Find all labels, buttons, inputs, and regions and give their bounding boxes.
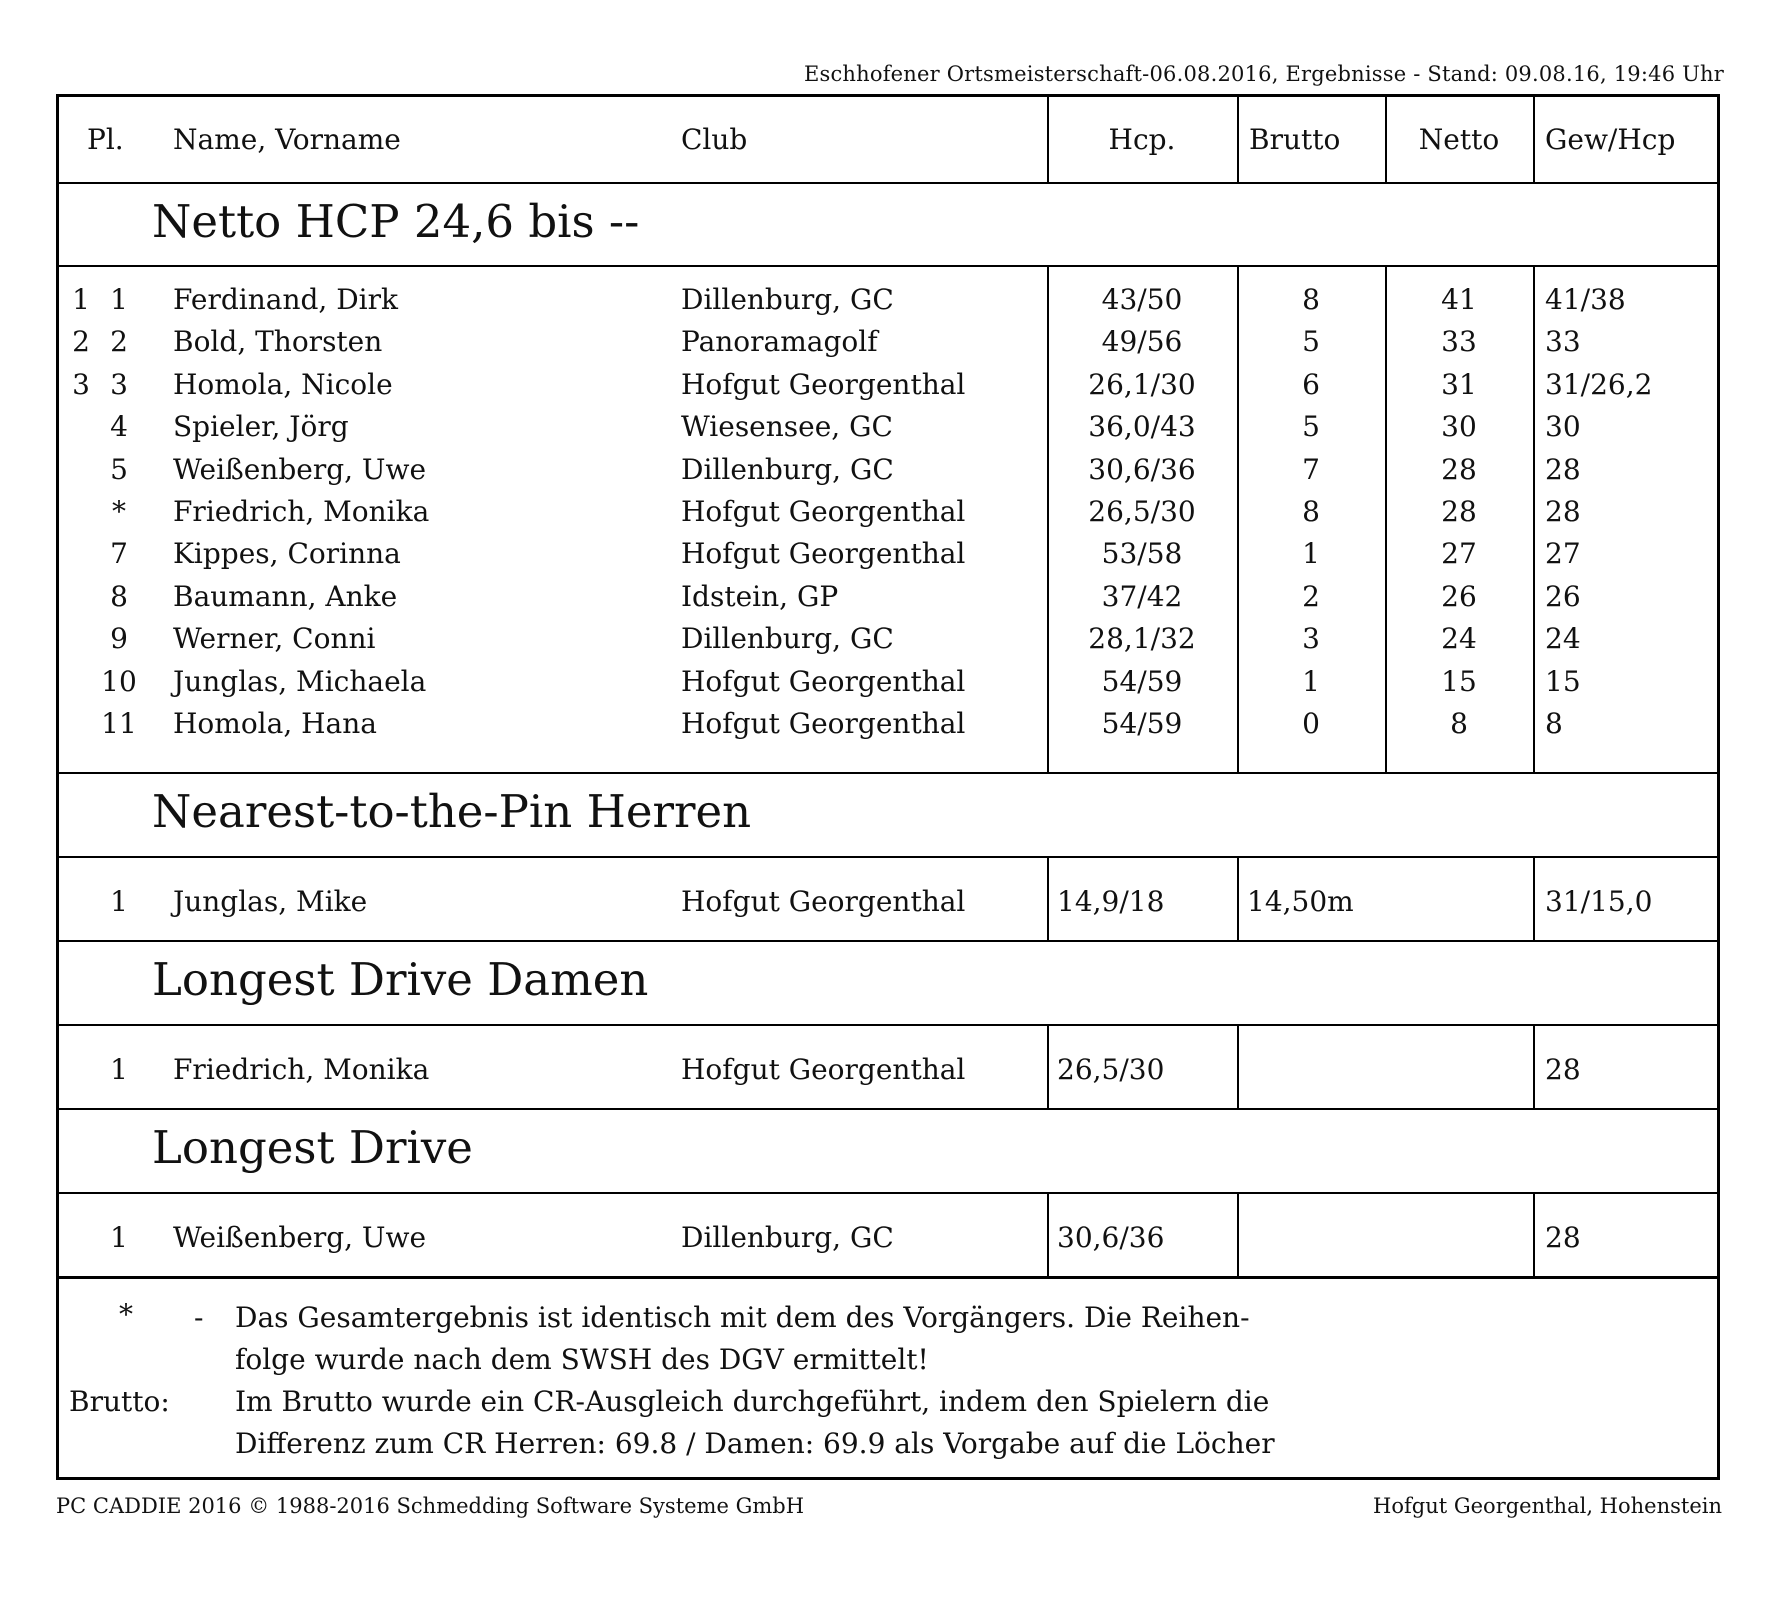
cell-name: Friedrich, Monika bbox=[173, 495, 430, 528]
cell-name: Weißenberg, Uwe bbox=[173, 1221, 427, 1254]
section-title: Nearest-to-the-Pin Herren bbox=[152, 785, 752, 838]
col-sep bbox=[1047, 1024, 1049, 1108]
cell-gew: 30 bbox=[1545, 410, 1581, 444]
cell-brutto: 1 bbox=[1302, 664, 1320, 698]
cell-club: Hofgut Georgenthal bbox=[681, 495, 966, 528]
divider bbox=[59, 772, 1717, 774]
cell-gew: 8 bbox=[1545, 707, 1563, 740]
cell-hcp: 54/59 bbox=[1101, 664, 1183, 698]
cell-netto: 30 bbox=[1441, 410, 1477, 444]
cell-netto: 26 bbox=[1441, 579, 1477, 613]
cell-netto: 33 bbox=[1441, 325, 1477, 359]
note-brutto-line1: Im Brutto wurde ein CR-Ausgleich durchgeführt, indem den Spielern die bbox=[235, 1385, 1270, 1418]
divider bbox=[59, 265, 1717, 267]
col-header-netto: Netto bbox=[1418, 123, 1500, 156]
cell-name: Friedrich, Monika bbox=[173, 1053, 430, 1086]
col-sep bbox=[1237, 1024, 1239, 1108]
footer-right: Hofgut Georgenthal, Hohenstein bbox=[1373, 1494, 1722, 1518]
cell-netto: 27 bbox=[1441, 537, 1477, 571]
col-header-hcp: Hcp. bbox=[1108, 123, 1176, 156]
note-brutto-line2: Differenz zum CR Herren: 69.8 / Damen: 69.9 als Vorgabe auf die Löcher bbox=[235, 1427, 1275, 1460]
col-header-club: Club bbox=[681, 123, 748, 156]
cell-place: 2 bbox=[110, 325, 128, 359]
col-sep bbox=[1385, 97, 1387, 182]
cell-hcp: 43/50 bbox=[1101, 283, 1183, 316]
cell-gew: 41/38 bbox=[1545, 283, 1626, 316]
note-brutto-label: Brutto: bbox=[69, 1385, 170, 1418]
cell-name: Bold, Thorsten bbox=[173, 325, 383, 359]
cell-place: 1 bbox=[110, 1053, 128, 1086]
cell-name: Homola, Nicole bbox=[173, 367, 393, 401]
divider bbox=[59, 182, 1717, 184]
cell-hcp: 54/59 bbox=[1101, 707, 1183, 740]
cell-pos1: 1 bbox=[72, 283, 90, 316]
col-sep bbox=[1237, 1192, 1239, 1276]
cell-hcp: 36,0/43 bbox=[1088, 410, 1196, 444]
cell-gew: 31/15,0 bbox=[1545, 885, 1653, 918]
cell-name: Spieler, Jörg bbox=[173, 410, 349, 444]
cell-club: Idstein, GP bbox=[681, 579, 839, 613]
cell-netto: 15 bbox=[1441, 664, 1477, 698]
cell-name: Ferdinand, Dirk bbox=[173, 283, 398, 316]
cell-netto: 24 bbox=[1441, 622, 1477, 656]
cell-name: Weißenberg, Uwe bbox=[173, 452, 427, 486]
col-sep bbox=[1047, 856, 1049, 940]
cell-name: Werner, Conni bbox=[173, 622, 376, 656]
cell-name: Kippes, Corinna bbox=[173, 537, 401, 571]
col-sep bbox=[1533, 1192, 1535, 1276]
col-sep bbox=[1533, 856, 1535, 940]
cell-place: 5 bbox=[110, 452, 128, 486]
cell-hcp: 28,1/32 bbox=[1088, 622, 1196, 656]
cell-club: Dillenburg, GC bbox=[681, 283, 894, 316]
cell-pos1: 3 bbox=[72, 367, 90, 401]
cell-gew: 33 bbox=[1545, 325, 1581, 359]
cell-name: Junglas, Mike bbox=[173, 885, 368, 918]
cell-brutto: 8 bbox=[1302, 495, 1320, 528]
cell-club: Hofgut Georgenthal bbox=[681, 885, 966, 918]
cell-place: 7 bbox=[110, 537, 128, 571]
cell-club: Dillenburg, GC bbox=[681, 1221, 894, 1254]
cell-place: 11 bbox=[101, 707, 137, 740]
cell-brutto: 6 bbox=[1302, 367, 1320, 401]
cell-netto: 31 bbox=[1441, 367, 1477, 401]
cell-gew: 28 bbox=[1545, 452, 1581, 486]
cell-place: 3 bbox=[110, 367, 128, 401]
col-header-brutto: Brutto bbox=[1249, 123, 1341, 156]
divider bbox=[59, 1276, 1717, 1279]
section-title: Netto HCP 24,6 bis -- bbox=[152, 195, 640, 248]
cell-brutto: 1 bbox=[1302, 537, 1320, 571]
cell-brutto: 14,50m bbox=[1247, 885, 1354, 918]
cell-place: 1 bbox=[110, 885, 128, 918]
divider bbox=[59, 1192, 1717, 1194]
cell-brutto: 5 bbox=[1302, 325, 1320, 359]
cell-hcp: 14,9/18 bbox=[1057, 885, 1165, 918]
note-star-line2: folge wurde nach dem SWSH des DGV ermittelt! bbox=[235, 1343, 929, 1376]
cell-club: Hofgut Georgenthal bbox=[681, 707, 966, 740]
cell-brutto: 0 bbox=[1302, 707, 1320, 740]
cell-gew: 24 bbox=[1545, 622, 1581, 656]
cell-name: Junglas, Michaela bbox=[173, 664, 427, 698]
col-sep bbox=[1533, 265, 1535, 772]
cell-club: Hofgut Georgenthal bbox=[681, 537, 966, 571]
cell-club: Hofgut Georgenthal bbox=[681, 664, 966, 698]
cell-netto: 28 bbox=[1441, 452, 1477, 486]
results-table bbox=[56, 94, 1720, 1480]
cell-place: 8 bbox=[110, 579, 128, 613]
cell-place: 4 bbox=[110, 410, 128, 444]
cell-gew: 31/26,2 bbox=[1545, 367, 1653, 401]
cell-brutto: 2 bbox=[1302, 579, 1320, 613]
divider bbox=[59, 1024, 1717, 1026]
cell-name: Baumann, Anke bbox=[173, 579, 398, 613]
cell-hcp: 37/42 bbox=[1101, 579, 1183, 613]
footer-left: PC CADDIE 2016 © 1988-2016 Schmedding Software Systeme GmbH bbox=[56, 1494, 805, 1518]
cell-hcp: 26,5/30 bbox=[1088, 495, 1196, 528]
cell-hcp: 30,6/36 bbox=[1088, 452, 1196, 486]
cell-hcp: 26,5/30 bbox=[1057, 1053, 1165, 1086]
cell-hcp: 53/58 bbox=[1101, 537, 1183, 571]
cell-gew: 28 bbox=[1545, 1053, 1581, 1086]
cell-brutto: 7 bbox=[1302, 452, 1320, 486]
cell-netto: 28 bbox=[1441, 495, 1477, 528]
col-sep bbox=[1047, 97, 1049, 182]
note-star-dash: - bbox=[194, 1301, 204, 1334]
cell-brutto: 8 bbox=[1302, 283, 1320, 316]
cell-gew: 26 bbox=[1545, 579, 1581, 613]
page-title: Eschhofener Ortsmeisterschaft-06.08.2016, Ergebnisse - Stand: 09.08.16, 19:46 Uhr bbox=[803, 62, 1724, 86]
cell-hcp: 26,1/30 bbox=[1088, 367, 1196, 401]
cell-gew: 28 bbox=[1545, 1221, 1581, 1254]
cell-gew: 28 bbox=[1545, 495, 1581, 528]
cell-gew: 27 bbox=[1545, 537, 1581, 571]
cell-club: Hofgut Georgenthal bbox=[681, 1053, 966, 1086]
cell-name: Homola, Hana bbox=[173, 707, 377, 740]
cell-hcp: 49/56 bbox=[1101, 325, 1183, 359]
cell-club: Hofgut Georgenthal bbox=[681, 367, 966, 401]
cell-club: Dillenburg, GC bbox=[681, 622, 894, 656]
note-star-line1: Das Gesamtergebnis ist identisch mit dem des Vorgängers. Die Reihen- bbox=[235, 1301, 1250, 1334]
cell-hcp: 30,6/36 bbox=[1057, 1221, 1165, 1254]
cell-club: Dillenburg, GC bbox=[681, 452, 894, 486]
col-sep bbox=[1533, 97, 1535, 182]
divider bbox=[59, 1108, 1717, 1110]
col-sep bbox=[1047, 1192, 1049, 1276]
divider bbox=[59, 856, 1717, 858]
section-title: Longest Drive bbox=[152, 1121, 473, 1174]
cell-place: 10 bbox=[101, 664, 137, 698]
col-sep bbox=[1533, 1024, 1535, 1108]
cell-place: * bbox=[112, 495, 126, 528]
col-header-pl: Pl. bbox=[87, 123, 124, 156]
cell-place: 1 bbox=[110, 1221, 128, 1254]
col-header-gew: Gew/Hcp bbox=[1545, 123, 1676, 156]
col-sep bbox=[1237, 97, 1239, 182]
col-header-name: Name, Vorname bbox=[173, 123, 401, 156]
cell-netto: 41 bbox=[1441, 283, 1477, 316]
cell-brutto: 5 bbox=[1302, 410, 1320, 444]
cell-place: 9 bbox=[110, 622, 128, 656]
cell-place: 1 bbox=[110, 283, 128, 316]
note-star-label: * bbox=[119, 1298, 133, 1331]
cell-netto: 8 bbox=[1450, 707, 1468, 740]
cell-club: Panoramagolf bbox=[681, 325, 878, 359]
section-title: Longest Drive Damen bbox=[152, 953, 649, 1006]
cell-brutto: 3 bbox=[1302, 622, 1320, 656]
cell-gew: 15 bbox=[1545, 664, 1581, 698]
cell-club: Wiesensee, GC bbox=[681, 410, 893, 444]
cell-pos1: 2 bbox=[72, 325, 90, 359]
col-sep bbox=[1237, 856, 1239, 940]
divider bbox=[59, 940, 1717, 942]
